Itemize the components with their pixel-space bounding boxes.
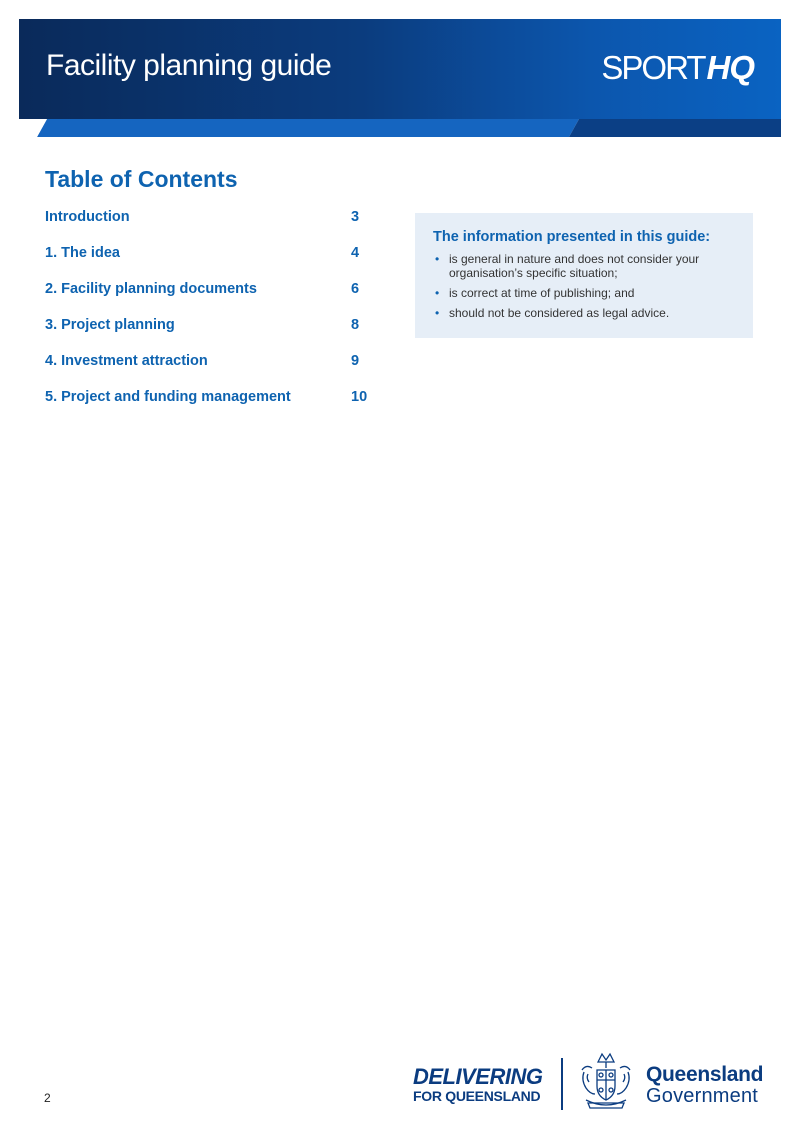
toc-heading: Table of Contents bbox=[45, 166, 238, 192]
toc-item-page: 10 bbox=[351, 389, 368, 405]
toc-item-label: 1. The idea bbox=[45, 245, 120, 261]
toc-item-label: 4. Investment attraction bbox=[45, 353, 208, 369]
info-box bbox=[415, 213, 753, 338]
delivering-for-queensland-logo bbox=[413, 1066, 545, 1103]
info-bullet-item bbox=[433, 252, 735, 280]
page-number: 2 bbox=[44, 1091, 51, 1105]
toc-item-page: 4 bbox=[351, 245, 360, 261]
for-queensland-text: FOR QUEENSLAND bbox=[413, 1088, 541, 1104]
logo-hq-text: HQ bbox=[706, 49, 754, 86]
queensland-text: Queensland bbox=[646, 1063, 764, 1086]
bullet-icon: • bbox=[435, 286, 440, 300]
info-box-heading: The information presented in this guide: bbox=[433, 229, 711, 245]
header-banner bbox=[19, 19, 781, 137]
info-bullet-item bbox=[433, 286, 735, 300]
footer-divider bbox=[561, 1058, 563, 1110]
toc-item-project-planning[interactable] bbox=[45, 317, 375, 353]
sport-hq-logo bbox=[601, 49, 754, 87]
toc-item-the-idea[interactable] bbox=[45, 245, 375, 281]
bullet-icon: • bbox=[435, 252, 440, 266]
toc-item-label: 5. Project and funding management bbox=[45, 389, 291, 405]
toc-item-label: Introduction bbox=[45, 209, 130, 225]
toc-item-page: 6 bbox=[351, 281, 360, 297]
toc-item-page: 3 bbox=[351, 209, 360, 225]
toc-item-label: 3. Project planning bbox=[45, 317, 175, 333]
info-bullet-text: is correct at time of publishing; and bbox=[449, 286, 635, 300]
logo-sport-text: SPORT bbox=[601, 49, 705, 86]
info-bullet-item bbox=[433, 306, 735, 320]
toc-item-investment-attraction[interactable] bbox=[45, 353, 375, 389]
queensland-crest-icon bbox=[578, 1050, 634, 1112]
bullet-icon: • bbox=[435, 306, 440, 320]
toc-item-facility-planning-documents[interactable] bbox=[45, 281, 375, 317]
toc-item-project-funding-management[interactable] bbox=[45, 389, 375, 425]
info-box-list bbox=[433, 252, 735, 320]
toc-list bbox=[45, 209, 375, 425]
info-bullet-text: is general in nature and does not consider your organisation’s specific situation; bbox=[449, 252, 700, 280]
delivering-text: DELIVERING bbox=[413, 1064, 543, 1089]
toc-item-label: 2. Facility planning documents bbox=[45, 281, 257, 297]
toc-item-page: 9 bbox=[351, 353, 360, 369]
banner-stripe bbox=[19, 119, 781, 137]
government-text: Government bbox=[646, 1085, 759, 1107]
info-bullet-text: should not be considered as legal advice. bbox=[449, 306, 670, 320]
toc-item-introduction[interactable] bbox=[45, 209, 375, 245]
toc-item-page: 8 bbox=[351, 317, 360, 333]
document-title: Facility planning guide bbox=[46, 49, 332, 82]
queensland-government-logo bbox=[646, 1064, 763, 1106]
